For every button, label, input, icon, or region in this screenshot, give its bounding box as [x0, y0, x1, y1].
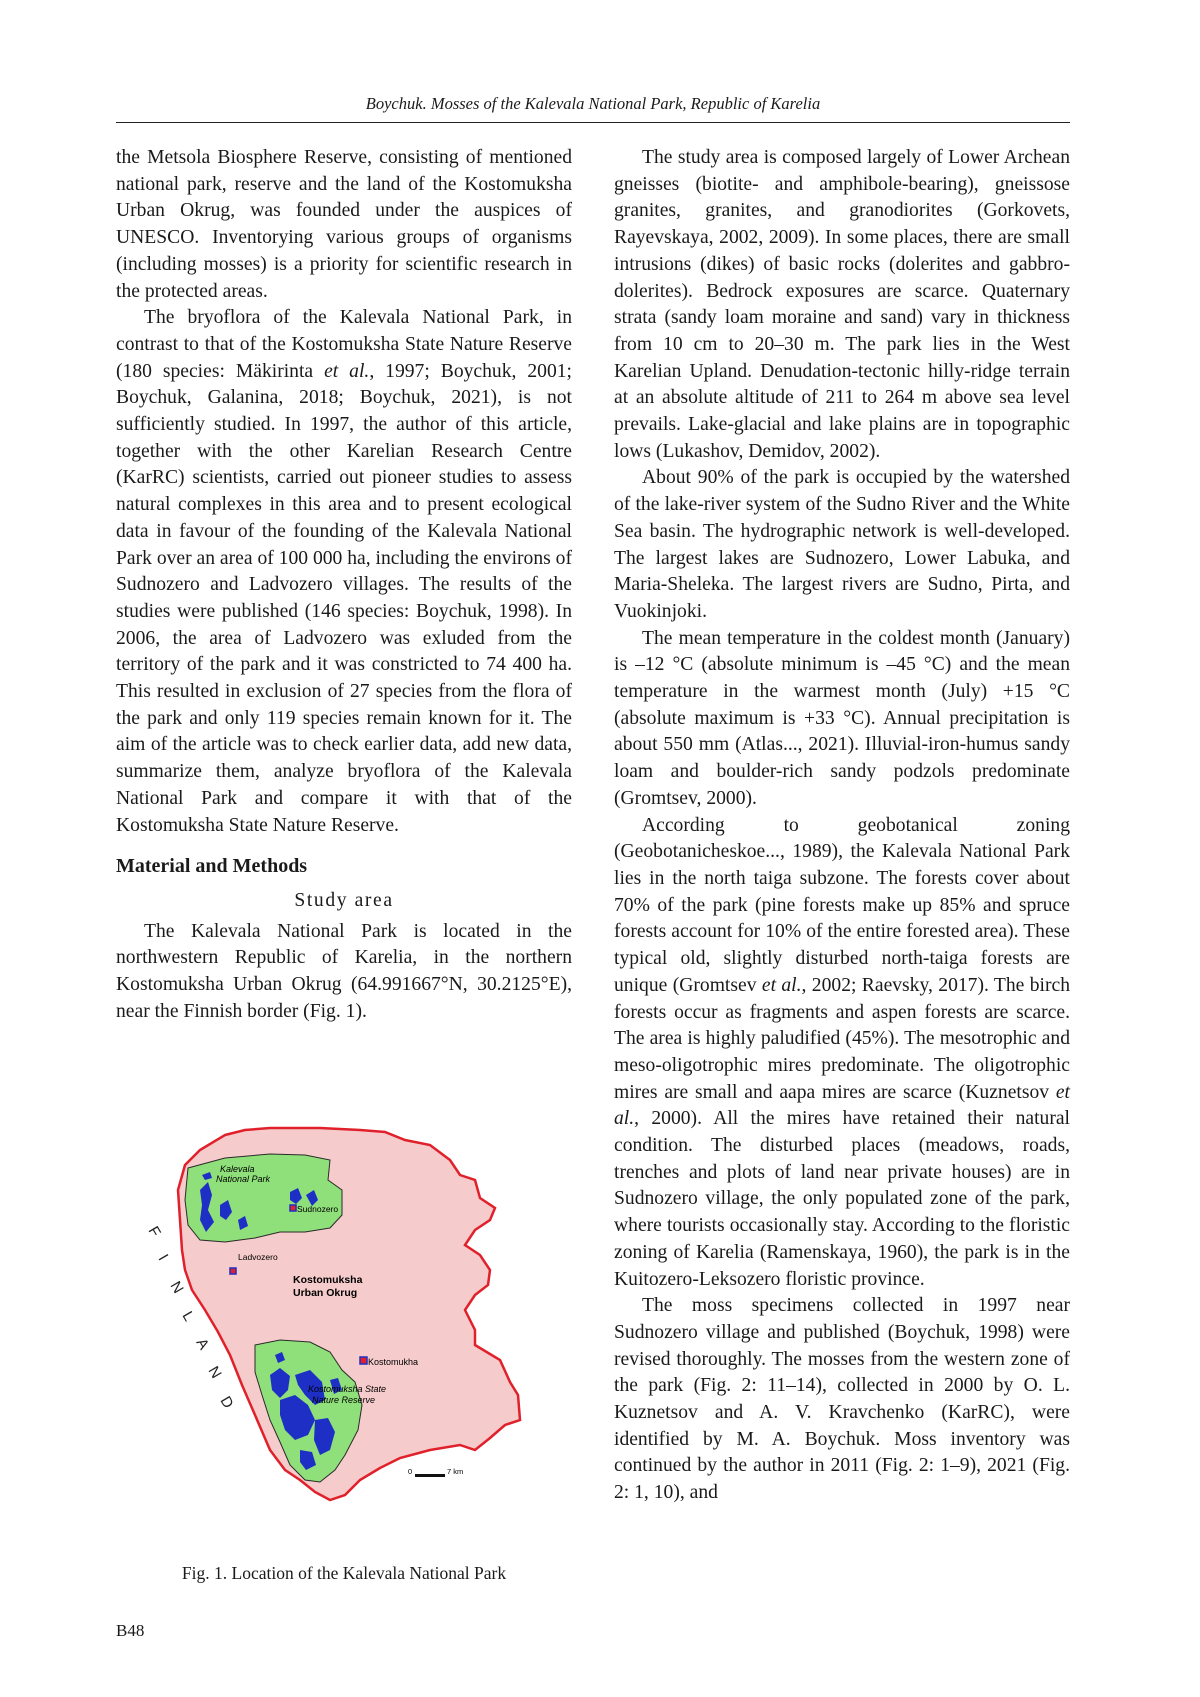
finland-letter: A [192, 1335, 213, 1353]
text-run: , 2000). All the mires have retained their natural condition. The disturbed places (meadows, roads, trenches and plots of land near private houses) are in Sudnozero village, the only populated zone of the park, where tourists occasionally stay. According to the floristic zoning of Karelia (Ramenskaya, 1960), the park is in the Kuitozero-Leksozero floristic province. [614, 1108, 1070, 1290]
scale-zero: 0 [408, 1467, 413, 1476]
finland-letter: D [216, 1393, 237, 1412]
text-run: The bryoflora of the Kalevala National Park, in contrast to that of the Kostomuksha State Nature Reserve (180 species: Mäkirinta [116, 307, 572, 382]
label-okrug-2: Urban Okrug [293, 1287, 358, 1299]
paragraph-metsola: the Metsola Biosphere Reserve, consisting of mentioned national park, reserve and the land of the Kostomuksha Urban Okrug, was founded under the auspices of UNESCO. Inventorying various groups of organisms (including mosses) is a priority for scientific research in the protected areas. [116, 147, 572, 302]
left-column [116, 145, 572, 1026]
scale-line [415, 1474, 445, 1477]
section-title: Material and Methods [116, 855, 308, 878]
et-al-italic: et al. [761, 974, 802, 996]
finland-letter: F [144, 1223, 164, 1240]
kostomukha-marker [360, 1357, 367, 1364]
label-okrug-1: Kostomuksha [293, 1274, 363, 1286]
subsection-title: Study area [294, 889, 394, 911]
label-kalevala-2: National Park [216, 1174, 271, 1184]
label-kostomukha: Kostomukha [368, 1357, 419, 1367]
sudnozero-marker [290, 1205, 296, 1211]
paragraph-location: The Kalevala National Park is located in the northwestern Republic of Karelia, in the northern Kostomuksha Urban Okrug (64.991667°N, 30.2125°E), near the Finnish border (Fig. 1). [116, 920, 572, 1022]
et-al-italic: et al. [614, 1081, 1070, 1130]
text-run: , 2002; Raevsky, 2017). The birch forests occur as fragments and aspen forests are scarce. The area is highly paludified (45%). The mesotrophic and meso-oligotrophic mires predominate. The oligotrophic mires are small and aapa mires are scarce (Kuznetsov [614, 974, 1070, 1103]
finland-letter: N [166, 1278, 187, 1297]
finland-letter: N [204, 1363, 225, 1382]
text-run: , 1997; Boychuk, 2001; Boychuk, Galanina, 2018; Boychuk, 2021), is not sufficiently studied. In 1997, the author of this article, together with the other Karelian Research Centre (KarRC) scientists, carried out pioneer studies to assess natural complexes in this area and to present ecological data in favour of the founding of the Kalevala National Park over an area of 100 000 ha, including the environs of Sudnozero and Ladvozero villages. The results of the studies were published (146 species: Boychuk, 1998). In 2006, the area of Ladvozero was exluded from the territory of the park and it was constricted to 74 400 ha. This resulted in exclusion of 27 species from the flora of the park and only 119 species remain known for it. The aim of the article was to check earlier data, add new data, summarize them, analyze bryoflora of the Kalevala National Park and compare it with that of the Kostomuksha State Nature Reserve. [116, 360, 572, 836]
paragraph-bryoflora [116, 305, 572, 839]
label-reserve-1: Kostomuksha State [308, 1384, 387, 1394]
paragraph-climate: The mean temperature in the coldest month (January) is –12 °C (absolute minimum is –45 °C) and the mean temperature in the warmest month (July) +15 °C (absolute maximum is +33 °C). Annual precipitation is about 550 mm (Atlas..., 2021). Illuvial-iron-humus sandy loam and boulder-rich sandy podzols predominate (Gromtsev, 2000). [614, 627, 1070, 809]
ladvozero-marker [230, 1268, 236, 1274]
paragraph-hydrography: About 90% of the park is occupied by the watershed of the lake-river system of the Sudno River and the White Sea basin. The hydrographic network is well-developed. The largest lakes are Sudnozero, Lower Labuka, and Maria-Sheleka. The largest rivers are Sudno, Pirta, and Vuokinjoki. [614, 467, 1070, 622]
text-run: According to geobotanical zoning (Geobotanicheskoe..., 1989), the Kalevala National Park lies in the north taiga subzone. The forests cover about 70% of the park (pine forests make up 85% and spruce forests account for 10% of the entire forested area). These typical old, slightly disturbed north-taiga forests are unique (Gromtsev [614, 814, 1070, 996]
label-kalevala-1: Kalevala [220, 1164, 255, 1174]
figure-map [130, 1120, 570, 1520]
et-al-italic: et al. [324, 360, 370, 382]
running-header: Boychuk. Mosses of the Kalevala National Park, Republic of Karelia [365, 94, 821, 113]
right-column [614, 145, 1070, 1507]
scale-bar [408, 1467, 463, 1477]
label-sudnozero: Sudnozero [297, 1204, 339, 1214]
label-ladvozero: Ladvozero [238, 1252, 278, 1262]
label-reserve-2: Nature Reserve [312, 1395, 376, 1405]
header-rule [116, 122, 1070, 123]
finland-letter: L [178, 1308, 198, 1325]
figure-caption: Fig. 1. Location of the Kalevala National Park [181, 1563, 507, 1583]
paragraph-vegetation [614, 813, 1070, 1294]
page-number: B48 [116, 1621, 145, 1640]
paragraph-specimens: The moss specimens collected in 1997 near Sudnozero village and published (Boychuk, 1998) were revised thoroughly. The mosses from the western zone of the park (Fig. 2: 11–14), collected in 2000 by O. L. Kuznetsov and A. V. Kravchenko (KarRC), were identified by M. A. Boychuk. Moss inventory was continued by the author in 2011 (Fig. 2: 1–9), 2021 (Fig. 2: 1, 10), and [614, 1295, 1070, 1504]
paragraph-geology: The study area is composed largely of Lower Archean gneisses (biotite- and amphibole-bearing), gneissose granites, granites, and granodiorites (Gorkovets, Rayevskaya, 2002, 2009). In some places, there are small intrusions (dikes) of basic rocks (dolerites and gabbro-dolerites). Bedrock exposures are scarce. Quaternary strata (sandy loam moraine and sand) vary in thickness from 10 cm to 20–30 m. The park lies in the West Karelian Upland. Denudation-tectonic hilly-ridge terrain at an absolute altitude of 211 to 264 m above sea level prevails. Lake-glacial and lake plains are in topographic lows (Lukashov, Demidov, 2002). [614, 147, 1070, 462]
scale-km: 7 km [447, 1467, 464, 1476]
finland-letter: I [154, 1251, 172, 1264]
location-map [130, 1120, 570, 1520]
